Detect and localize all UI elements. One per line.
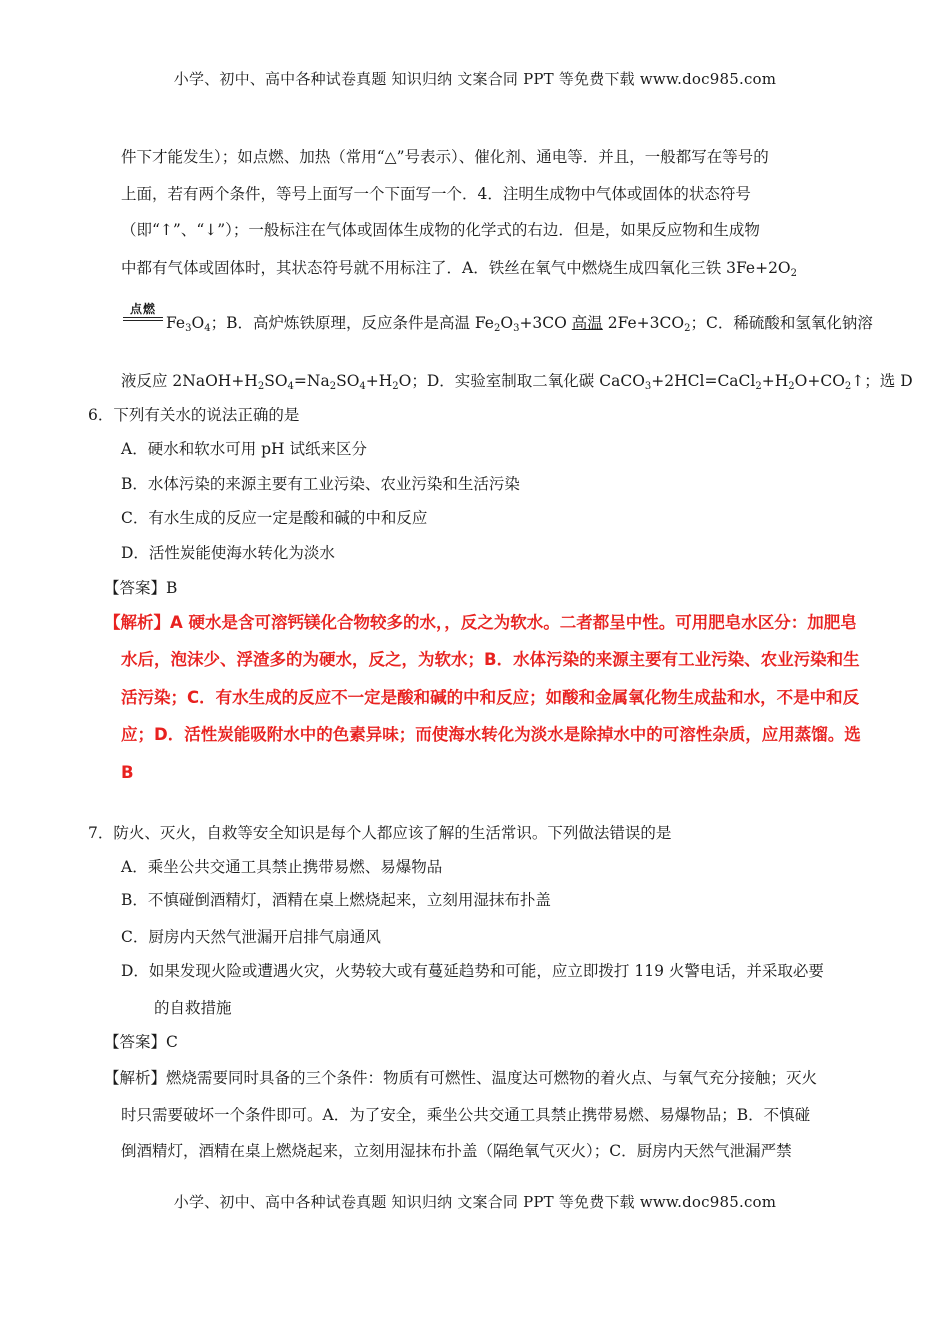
q7-explanation-line-2: 时只需要破坏一个条件即可。A．为了安全，乘坐公共交通工具禁止携带易燃、易爆物品；B．不慎碰 — [121, 1106, 811, 1124]
cont-line-5: $Fe_3O_4$；B．高炉炼铁原理，反应条件是高温 $Fe_2O_3+3CO$ 高温 $2Fe+3CO_2$；C．稀硫酸和氢氧化钠溶 — [166, 314, 873, 334]
q7-answer: 【答案】C — [104, 1033, 178, 1051]
page-footer: 小学、初中、高中各种试卷真题 知识归纳 文案合同 PPT 等免费下载 www.doc985.com — [173, 1193, 777, 1211]
equals-sign — [123, 317, 163, 321]
cont-line-6: 液反应 $2NaOH+H_2SO_4=Na_2SO_4+H_2O$；D．实验室制取二氧化碳 $CaCO_3+2HCl=CaCl_2+H_2O+CO_2↑$；选 D — [121, 372, 913, 392]
q6-explanation-line-3: 活污染；C．有水生成的反应不一定是酸和碱的中和反应；如酸和金属氧化物生成盐和水，不是中和反 — [121, 688, 860, 707]
q6-answer: 【答案】B — [104, 579, 178, 597]
q7-option-d-line-2: 的自救措施 — [154, 999, 232, 1017]
q7-option-c: C．厨房内天然气泄漏开启排气扇通风 — [121, 928, 381, 946]
q6-explanation-line-2: 水后，泡沫少、浮渣多的为硬水，反之，为软水；B．水体污染的来源主要有工业污染、农业污染和生 — [121, 650, 860, 669]
q7-option-b: B．不慎碰倒酒精灯，酒精在桌上燃烧起来，立刻用湿抹布扑盖 — [121, 891, 551, 909]
condition-high-temp: 高温 — [571, 314, 603, 332]
q6-explanation-line-1: 【解析】A 硬水是含可溶钙镁化合物较多的水，，反之为软水。二者都呈中性。可用肥皂水区分：加肥皂 — [104, 613, 857, 632]
cont-line-2: 上面，若有两个条件，等号上面写一个下面写一个．4．注明生成物中气体或固体的状态符号 — [121, 185, 751, 203]
q6-option-d: D．活性炭能使海水转化为淡水 — [121, 544, 335, 562]
q6-explanation-line-5: B — [121, 763, 134, 782]
q7-stem: 7．防火、灭火，自救等安全知识是每个人都应该了解的生活常识。下列做法错误的是 — [88, 824, 672, 842]
q6-option-a: A．硬水和软水可用 pH 试纸来区分 — [121, 440, 367, 458]
q6-option-c: C．有水生成的反应一定是酸和碱的中和反应 — [121, 509, 428, 527]
q6-explanation-line-4: 应；D．活性炭能吸附水中的色素异味；而使海水转化为淡水是除掉水中的可溶性杂质，应用蒸馏。选 — [121, 725, 861, 744]
reaction-condition-mark — [123, 303, 163, 329]
cont-line-1: 件下才能发生）；如点燃、加热（常用“△”号表示）、催化剂、通电等．并且，一般都写在等号的 — [121, 148, 769, 166]
condition-label: 点燃 — [129, 302, 156, 316]
cont-line-4: 中都有气体或固体时，其状态符号就不用标注了．A．铁丝在氧气中燃烧生成四氧化三铁 $3Fe+2O_2$ — [121, 259, 798, 279]
q7-explanation-line-1: 【解析】燃烧需要同时具备的三个条件：物质有可燃性、温度达可燃物的着火点、与氧气充分接触；灭火 — [104, 1069, 818, 1087]
q6-option-b: B．水体污染的来源主要有工业污染、农业污染和生活污染 — [121, 475, 520, 493]
page-header: 小学、初中、高中各种试卷真题 知识归纳 文案合同 PPT 等免费下载 www.doc985.com — [173, 70, 777, 88]
cont-line-3: （即“↑”、“↓”）；一般标注在气体或固体生成物的化学式的右边．但是，如果反应物和生成物 — [121, 221, 760, 239]
q7-explanation-line-3: 倒酒精灯，酒精在桌上燃烧起来，立刻用湿抹布扑盖（隔绝氧气灭火）；C．厨房内天然气泄漏严禁 — [121, 1142, 792, 1160]
q7-option-a: A．乘坐公共交通工具禁止携带易燃、易爆物品 — [121, 858, 443, 876]
q7-option-d-line-1: D．如果发现火险或遭遇火灾，火势较大或有蔓延趋势和可能，应立即拨打 119 火警电话，并采取必要 — [121, 962, 824, 980]
q6-stem: 6．下列有关水的说法正确的是 — [88, 406, 300, 424]
